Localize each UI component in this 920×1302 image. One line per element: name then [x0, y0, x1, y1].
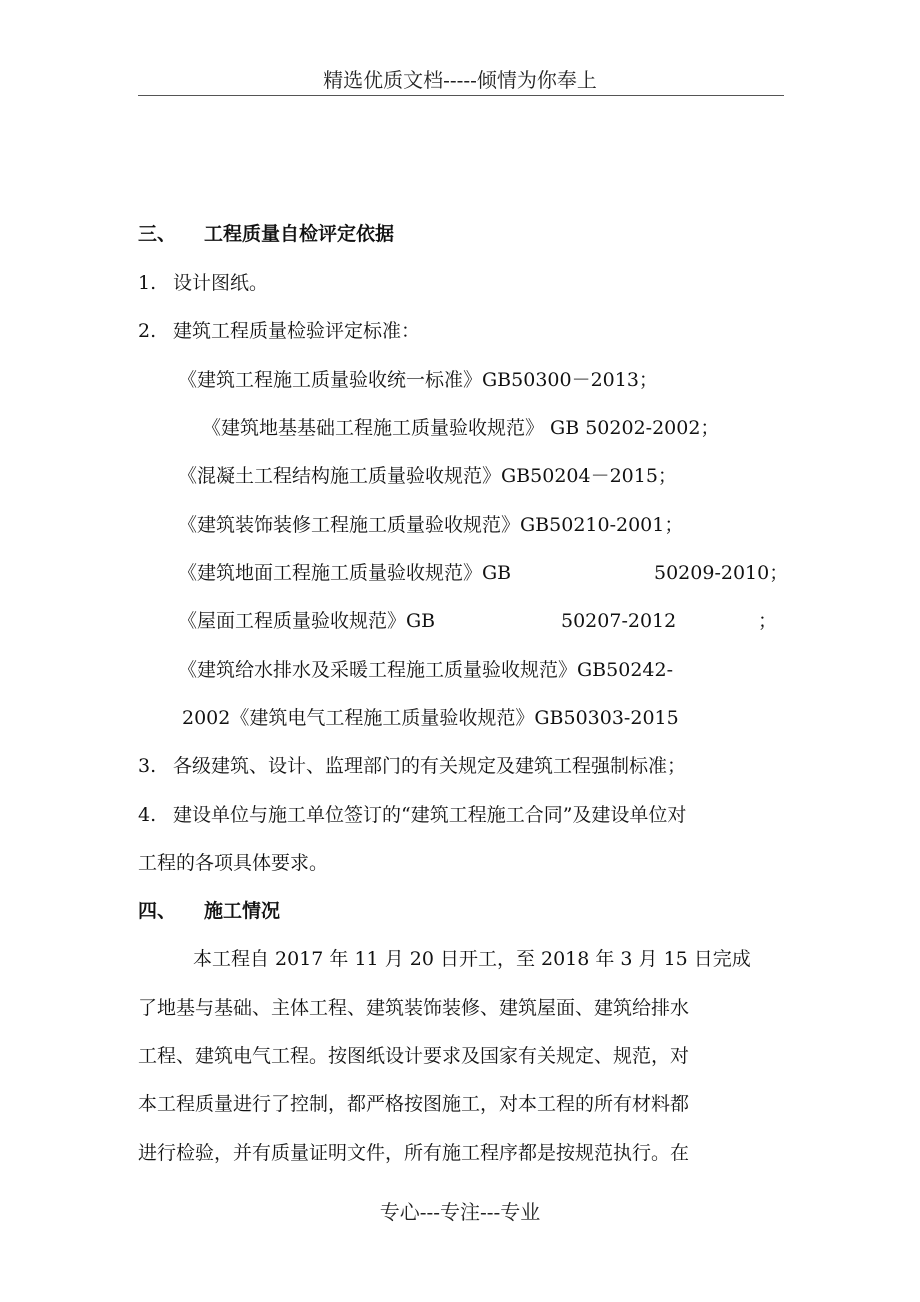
standard-3: 《混凝土工程结构施工质量验收规范》GB50204－2015；: [178, 465, 677, 487]
standard-5-name: 《建筑地面工程施工质量验收规范》GB: [178, 562, 512, 584]
standard-6-semicolon: ；: [758, 610, 778, 632]
section-3-number: 三、: [138, 223, 177, 245]
item-4-number: 4.: [138, 804, 157, 826]
paragraph-line: 了地基与基础、主体工程、建筑装饰装修、建筑屋面、建筑给排水: [138, 997, 690, 1019]
item-2-text: 建筑工程质量检验评定标准：: [173, 320, 421, 342]
standard-6-name: 《屋面工程质量验收规范》GB: [178, 610, 436, 632]
page-footer: 专心---专注---专业: [379, 1200, 541, 1224]
section-4-title: 施工情况: [204, 900, 281, 922]
standard-5-code: 50209-2010；: [654, 562, 789, 584]
item-4-text-line-1: 建设单位与施工单位签订的“建筑工程施工合同”及建设单位对: [173, 804, 687, 826]
item-4-text-line-2: 工程的各项具体要求。: [138, 852, 329, 874]
item-3-text: 各级建筑、设计、监理部门的有关规定及建筑工程强制标准；: [173, 755, 687, 777]
section-4-number: 四、: [138, 900, 177, 922]
section-3-title: 工程质量自检评定依据: [204, 223, 395, 245]
standard-1: 《建筑工程施工质量验收统一标准》GB50300－2013；: [178, 369, 658, 391]
item-1-text: 设计图纸。: [173, 272, 269, 294]
standard-8: 2002《建筑电气工程施工质量验收规范》GB50303-2015: [182, 707, 679, 729]
paragraph-line: 本工程质量进行了控制，都严格按图施工，对本工程的所有材料都: [138, 1093, 690, 1115]
item-1-number: 1.: [138, 272, 157, 294]
paragraph-line: 进行检验，并有质量证明文件，所有施工程序都是按规范执行。在: [138, 1142, 690, 1164]
header-divider: [138, 95, 784, 96]
standard-7: 《建筑给水排水及采暖工程施工质量验收规范》GB50242-: [178, 659, 674, 681]
item-3-number: 3.: [138, 755, 157, 777]
standard-2: 《建筑地基基础工程施工质量验收规范》 GB 50202-2002；: [202, 417, 720, 439]
standard-4: 《建筑装饰装修工程施工质量验收规范》GB50210-2001；: [178, 514, 684, 536]
page-header: 精选优质文档-----倾情为你奉上: [323, 68, 597, 92]
paragraph-line: 本工程自 2017 年 11 月 20 日开工，至 2018 年 3 月 15 日完成: [193, 948, 751, 970]
standard-6-code: 50207-2012: [561, 610, 677, 632]
item-2-number: 2.: [138, 320, 157, 342]
paragraph-line: 工程、建筑电气工程。按图纸设计要求及国家有关规定、规范，对: [138, 1045, 690, 1067]
